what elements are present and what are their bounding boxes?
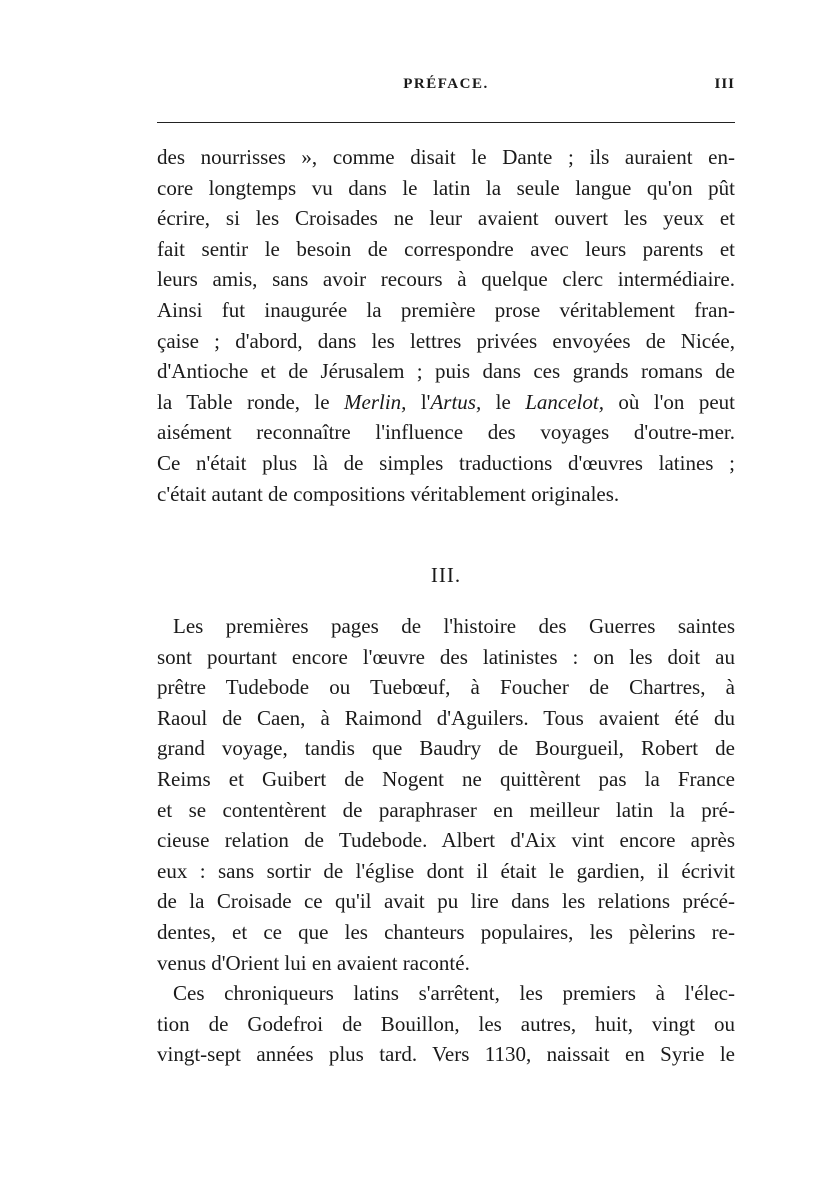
text-line: çaise ; d'abord, dans les lettres privées envoyées de Nicée, [157, 328, 735, 353]
text-line [157, 387, 735, 418]
text-line: venus d'Orient lui en avaient raconté. [157, 950, 470, 975]
paragraph-continued [157, 142, 735, 509]
text-line: aisément reconnaître l'influence des voyages d'outre-mer. [157, 420, 735, 445]
text-line: fait sentir le besoin de correspondre avec leurs parents et [157, 236, 735, 261]
text-line: dentes, et ce que les chanteurs populaires, les pèlerins re- [157, 919, 735, 944]
text-run: où l'on peut [603, 389, 736, 414]
title-artus: Artus, [430, 389, 482, 414]
text-line: core longtemps vu dans le latin la seule langue qu'on pût [157, 175, 735, 200]
text-line: sont pourtant encore l'œuvre des latinistes : on les doit au [157, 644, 735, 669]
text-line: de la Croisade ce qu'il avait pu lire dans les relations précé- [157, 889, 735, 914]
text-line: grand voyage, tandis que Baudry de Bourgueil, Robert de [157, 736, 735, 761]
text-run: la Table ronde, le [157, 389, 345, 414]
text-line: c'était autant de compositions véritablement originales. [157, 481, 620, 506]
text-line: des nourrisses », comme disait le Dante ; ils auraient en- [157, 145, 735, 169]
text-line: d'Antioche et de Jérusalem ; puis dans ces grands romans de [157, 359, 735, 384]
text-line: Les premières pages de l'histoire des Guerres saintes [173, 614, 735, 638]
text-run: l' [406, 389, 431, 414]
text-line: leurs amis, sans avoir recours à quelque clerc intermédiaire. [157, 267, 735, 292]
text-line: Ainsi fut inaugurée la première prose véritablement fran- [157, 297, 735, 322]
text-line: vingt-sept années plus tard. Vers 1130, naissait en Syrie le [157, 1042, 735, 1067]
text-line: cieuse relation de Tudebode. Albert d'Aix vint encore après [157, 828, 735, 853]
section-heading: III. [430, 563, 462, 587]
text-line: Ce n'était plus là de simples traductions d'œuvres latines ; [157, 450, 735, 475]
text-line: et se contentèrent de paraphraser en meilleur latin la pré- [157, 797, 735, 822]
text-line: Ces chroniqueurs latins s'arrêtent, les premiers à l'élec- [173, 981, 735, 1006]
running-head: PRÉFACE. [403, 76, 489, 92]
text-line: Reims et Guibert de Nogent ne quittèrent pas la France [157, 766, 735, 791]
text-line: tion de Godefroi de Bouillon, les autres, huit, vingt ou [157, 1011, 735, 1036]
title-merlin: Merlin, [344, 389, 407, 414]
text-line: eux : sans sortir de l'église dont il était le gardien, il écrivit [157, 858, 735, 883]
section-body [157, 611, 735, 1070]
page-header [157, 76, 735, 102]
title-lancelot: Lancelot, [525, 389, 604, 414]
page-number: III [714, 76, 735, 92]
header-rule [157, 122, 735, 123]
text-line: prêtre Tudebode ou Tuebœuf, à Foucher de Chartres, à [157, 675, 735, 700]
text-line: écrire, si les Croisades ne leur avaient ouvert les yeux et [157, 206, 735, 231]
text-run: le [481, 389, 526, 414]
text-line: Raoul de Caen, à Raimond d'Aguilers. Tous avaient été du [157, 705, 735, 730]
